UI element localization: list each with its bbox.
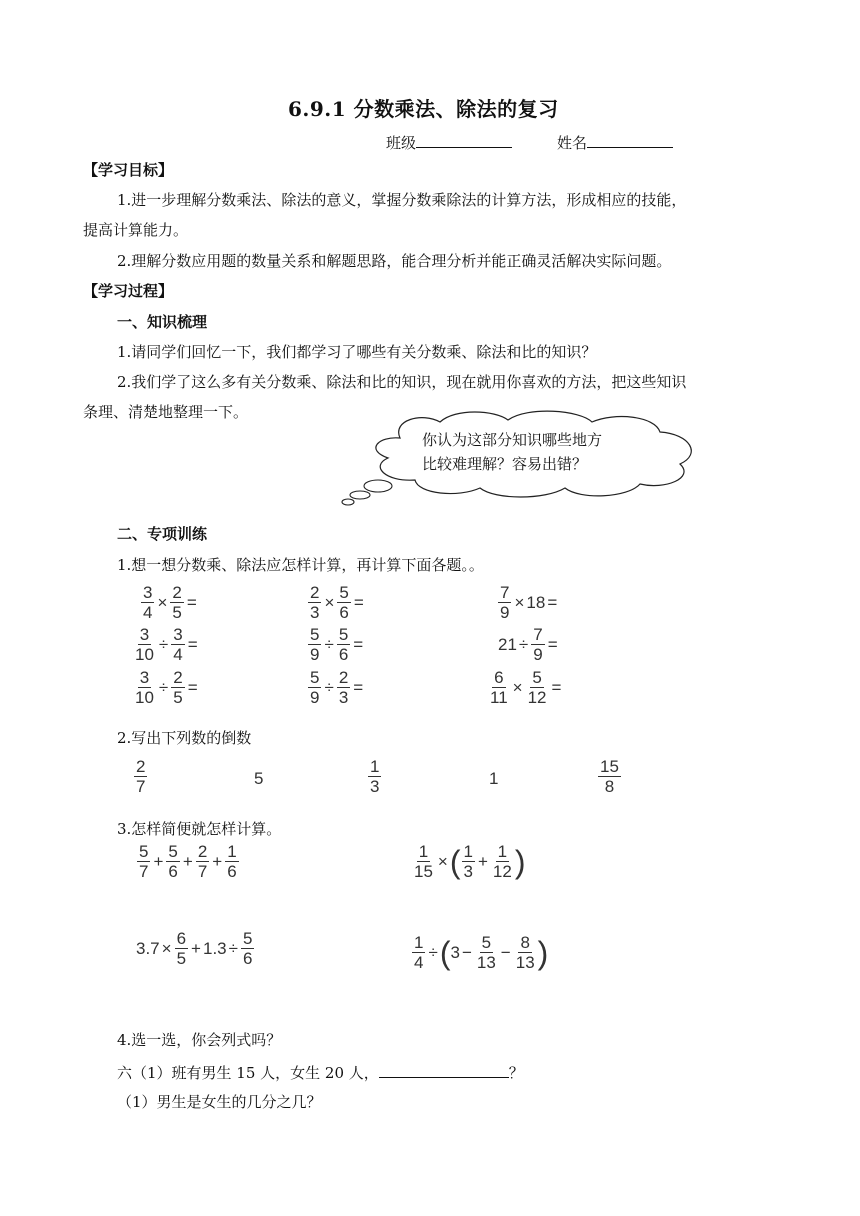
numerator: 1	[497, 842, 508, 861]
fraction	[166, 843, 179, 880]
denominator: 5	[176, 949, 187, 968]
fraction	[412, 934, 425, 971]
fraction	[526, 669, 549, 706]
fraction	[475, 934, 498, 971]
math-operator: =	[187, 634, 198, 654]
name-blank[interactable]	[587, 131, 673, 148]
numerator: 5	[532, 668, 542, 687]
math-operator: =	[353, 677, 364, 697]
fraction	[514, 934, 537, 971]
math-operator: ÷	[158, 677, 169, 697]
expr-r3c3	[487, 669, 563, 706]
numerator: 7	[500, 583, 510, 602]
expr-r1c2	[307, 584, 366, 621]
denominator: 6	[242, 949, 253, 968]
numerator: 8	[520, 933, 530, 952]
expr-r1c1	[140, 584, 199, 621]
math-operator: +	[212, 851, 223, 871]
fraction	[133, 626, 156, 663]
denominator: 6	[338, 645, 349, 664]
math-operator: =	[547, 634, 558, 654]
numerator: 15	[600, 757, 619, 776]
denominator: 6	[227, 862, 237, 881]
section2-q1: 1.想一想分数乘、除法应怎样计算，再计算下面各题。。	[117, 556, 484, 574]
fraction	[462, 843, 475, 880]
math-operator: ×	[512, 677, 523, 697]
thought-line2: 比较难理解？容易出错？	[422, 455, 588, 473]
expr-r2c2	[307, 626, 365, 663]
q4-stem	[117, 1061, 524, 1083]
reciprocal-a	[133, 758, 148, 795]
fraction	[368, 758, 381, 795]
denominator: 7	[139, 862, 149, 881]
objective-2: 2.理解分数应用题的数量关系和解题思路，能合理分析并能正确灵活解决实际问题。	[117, 252, 672, 270]
fraction	[171, 669, 184, 706]
denominator: 7	[136, 777, 146, 796]
numerator: 5	[338, 625, 349, 644]
denominator: 6	[168, 862, 178, 881]
fraction	[337, 669, 350, 706]
q4-stem-end: ？	[508, 1064, 524, 1082]
objective-1-line1: 1.进一步理解分数乘法、除法的意义，掌握分数乘除法的计算方法，形成相应的技能，	[117, 191, 687, 209]
reciprocal-d: 1	[489, 769, 499, 788]
numerator: 6	[494, 668, 504, 687]
denominator: 5	[172, 603, 182, 622]
fraction	[137, 843, 150, 880]
denominator: 4	[173, 645, 183, 664]
math-operator: ×	[514, 592, 525, 612]
fraction	[337, 626, 350, 663]
math-operator: =	[547, 592, 558, 612]
math-number: 3	[450, 942, 460, 962]
numerator: 1	[418, 842, 429, 861]
section1-heading: 一、知识梳理	[117, 313, 208, 331]
numerator: 1	[414, 933, 424, 952]
denominator: 12	[492, 862, 512, 881]
math-operator: )	[537, 934, 549, 971]
denominator: 4	[414, 953, 424, 972]
math-operator: +	[477, 851, 488, 871]
denominator: 10	[135, 688, 154, 707]
math-number: 3.7	[136, 938, 160, 958]
thought-line1: 你认为这部分知识哪些地方	[422, 431, 603, 449]
section2-q2: 2.写出下列数的倒数	[117, 729, 252, 747]
math-number: 21	[498, 634, 517, 654]
objectives-heading: 【学习目标】	[83, 161, 174, 179]
numerator: 2	[173, 668, 183, 687]
process-heading: 【学习过程】	[83, 282, 174, 300]
expr-r3c1	[132, 669, 200, 706]
numerator: 2	[172, 583, 182, 602]
math-number: 18	[526, 592, 546, 612]
denominator: 8	[604, 777, 615, 796]
numerator: 6	[176, 929, 187, 948]
numerator: 1	[370, 757, 380, 776]
denominator: 12	[527, 688, 547, 707]
numerator: 5	[242, 929, 253, 948]
denominator: 4	[143, 603, 153, 622]
q3-expr-2	[411, 843, 526, 880]
math-operator: ÷	[228, 938, 238, 958]
math-operator: ×	[437, 851, 448, 871]
math-number: 1.3	[202, 938, 227, 958]
q3-expr-1	[136, 843, 240, 880]
denominator: 3	[338, 688, 349, 707]
fraction	[491, 843, 514, 880]
page-title: 6.9.1 分数乘法、除法的复习	[288, 97, 559, 121]
expr-r2c3	[498, 626, 560, 663]
denominator: 11	[490, 688, 508, 707]
denominator: 9	[533, 645, 543, 664]
q4-stem-text: 六（1）班有男生 15 人，女生 20 人，	[117, 1064, 379, 1082]
numerator: 3	[139, 625, 150, 644]
numerator: 2	[338, 668, 349, 687]
math-operator: =	[353, 634, 364, 654]
numerator: 2	[310, 583, 320, 602]
name-label: 姓名	[557, 134, 588, 152]
math-operator: −	[500, 942, 511, 962]
fraction	[498, 584, 511, 621]
fraction	[412, 843, 435, 880]
numerator: 1	[227, 842, 237, 861]
numerator: 5	[310, 668, 320, 687]
q4-answer-blank[interactable]	[379, 1061, 509, 1078]
expr-r1c3	[497, 584, 559, 621]
section1-q2-line1: 2.我们学了这么多有关分数乘、除法和比的知识，现在就用你喜欢的方法，把这些知识	[117, 373, 687, 391]
objective-1-line2: 提高计算能力。	[83, 221, 189, 239]
numerator: 2	[136, 757, 146, 776]
denominator: 7	[197, 862, 208, 881]
numerator: 3	[143, 583, 153, 602]
math-operator: +	[191, 938, 201, 958]
denominator: 13	[515, 953, 535, 972]
math-operator: ÷	[324, 634, 334, 654]
class-field	[386, 131, 512, 153]
denominator: 6	[339, 603, 349, 622]
math-operator: +	[153, 851, 164, 871]
section1-q1: 1.请同学们回忆一下，我们都学习了哪些有关分数乘、除法和比的知识？	[117, 343, 597, 361]
denominator: 13	[476, 953, 496, 972]
numerator: 5	[339, 583, 349, 602]
denominator: 5	[173, 688, 183, 707]
expr-r3c2	[307, 669, 365, 706]
denominator: 9	[310, 688, 320, 707]
class-blank[interactable]	[416, 131, 512, 148]
math-operator: =	[186, 592, 197, 612]
fraction	[134, 758, 147, 795]
fraction	[308, 626, 321, 663]
math-operator: −	[461, 942, 472, 962]
denominator: 9	[500, 603, 510, 622]
math-operator: ÷	[428, 942, 438, 962]
reciprocal-e	[597, 758, 622, 795]
math-operator: =	[353, 592, 364, 612]
math-operator: =	[187, 677, 198, 697]
math-operator: ÷	[324, 677, 334, 697]
numerator: 7	[533, 625, 543, 644]
fraction	[241, 930, 254, 967]
numerator: 5	[481, 933, 492, 952]
name-field	[557, 131, 673, 153]
section2-heading: 二、专项训练	[117, 525, 208, 543]
numerator: 3	[139, 668, 150, 687]
reciprocal-b: 5	[254, 769, 264, 788]
fraction	[141, 584, 154, 621]
math-operator: ×	[161, 938, 172, 958]
fraction	[196, 843, 209, 880]
math-operator: ×	[324, 592, 335, 612]
fraction	[308, 669, 321, 706]
numerator: 2	[197, 842, 208, 861]
q3-expr-4	[411, 934, 548, 971]
math-operator: ÷	[518, 634, 529, 654]
math-operator: (	[449, 843, 461, 880]
denominator: 3	[463, 862, 473, 881]
fraction	[170, 584, 183, 621]
fraction	[598, 758, 621, 795]
fraction	[171, 626, 184, 663]
q4-sub1: （1）男生是女生的几分之几？	[117, 1093, 322, 1111]
section2-q3: 3.怎样简便就怎样计算。	[117, 820, 282, 838]
numerator: 5	[139, 842, 149, 861]
math-operator: =	[551, 677, 562, 697]
fraction	[225, 843, 238, 880]
denominator: 10	[135, 645, 154, 664]
numerator: 3	[173, 625, 183, 644]
denominator: 15	[414, 862, 433, 881]
numerator: 5	[168, 842, 178, 861]
section1-q2-line2: 条理、清楚地整理一下。	[83, 403, 249, 421]
math-operator: ÷	[158, 634, 169, 654]
denominator: 3	[310, 603, 320, 622]
denominator: 9	[310, 645, 320, 664]
fraction	[488, 669, 510, 706]
numerator: 1	[463, 842, 473, 861]
q3-expr-3	[136, 930, 255, 967]
fraction	[308, 584, 321, 621]
section2-q4: 4.选一选，你会列式吗？	[117, 1031, 282, 1049]
numerator: 5	[310, 625, 320, 644]
denominator: 3	[370, 777, 380, 796]
fraction	[337, 584, 350, 621]
expr-r2c1	[132, 626, 200, 663]
math-operator: )	[514, 843, 526, 880]
fraction	[175, 930, 188, 967]
math-operator: ×	[157, 592, 168, 612]
fraction	[133, 669, 156, 706]
fraction	[531, 626, 544, 663]
math-operator: +	[182, 851, 193, 871]
math-operator: (	[439, 934, 451, 971]
reciprocal-c	[367, 758, 382, 795]
class-label: 班级	[386, 134, 417, 152]
